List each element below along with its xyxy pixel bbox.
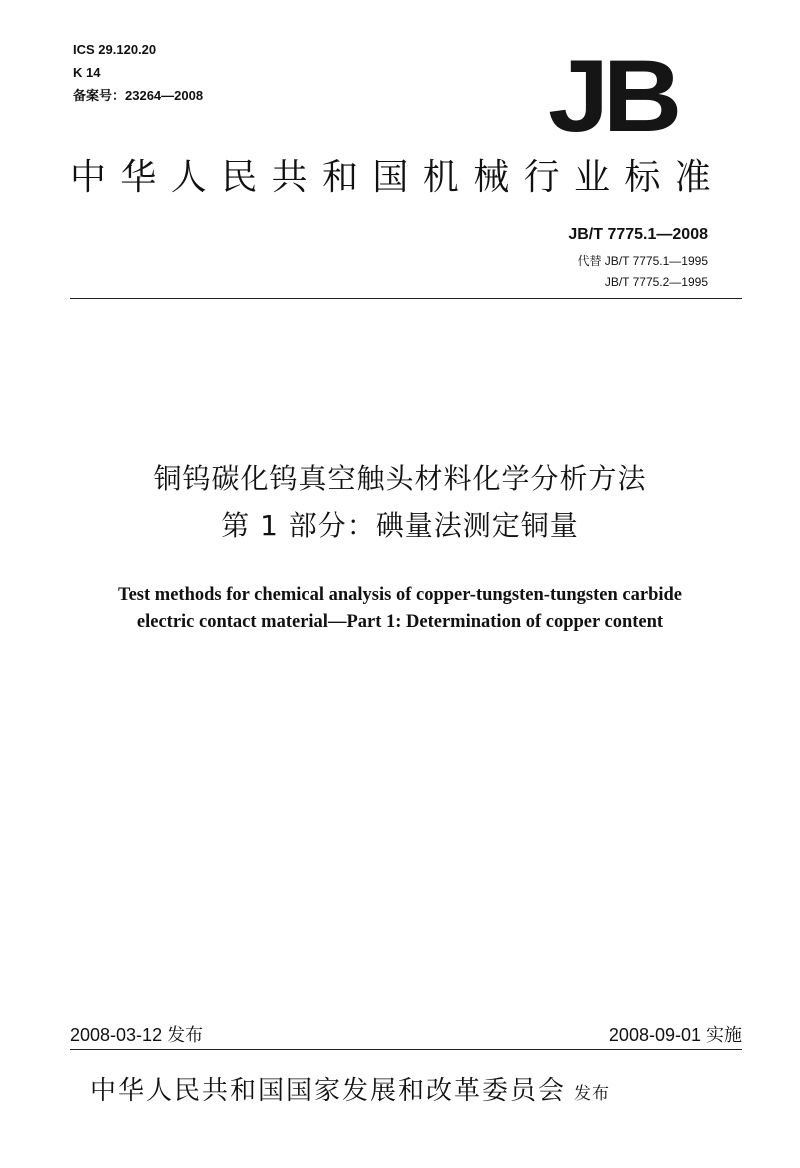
title-en-line-2: electric contact material—Part 1: Determination of copper content bbox=[136, 612, 664, 632]
ccs-code: K 14 bbox=[73, 65, 101, 80]
replaces-line-2: JB/T 7775.2—1995 bbox=[604, 275, 708, 289]
header-divider bbox=[70, 298, 742, 299]
title-cn-line-1: 铜钨碳化钨真空触头材料化学分析方法 bbox=[153, 462, 647, 495]
replaces-line-1: 代替 JB/T 7775.1—1995 bbox=[577, 254, 708, 268]
header-title: 中华人民共和国机械行业标准 bbox=[70, 157, 726, 198]
issue-date: 2008-03-12 发布 bbox=[70, 1025, 204, 1045]
footer-divider bbox=[70, 1049, 742, 1050]
standard-number: JB/T 7775.1—2008 bbox=[568, 226, 708, 243]
title-en-line-1: Test methods for chemical analysis of copper-tungsten-tungsten carbide bbox=[117, 585, 683, 605]
implementation-date: 2008-09-01 实施 bbox=[608, 1025, 742, 1045]
issuer-suffix: 发布 bbox=[574, 1084, 611, 1104]
issuer bbox=[90, 1072, 610, 1113]
issuer-name: 中华人民共和国国家发展和改革委员会 bbox=[90, 1076, 567, 1106]
title-cn-line-2: 第 1 部分：碘量法测定铜量 bbox=[221, 509, 579, 542]
record-number: 备案号：23264—2008 bbox=[73, 88, 204, 103]
ics-code: ICS 29.120.20 bbox=[73, 42, 157, 57]
jb-logo: JB bbox=[548, 39, 676, 153]
